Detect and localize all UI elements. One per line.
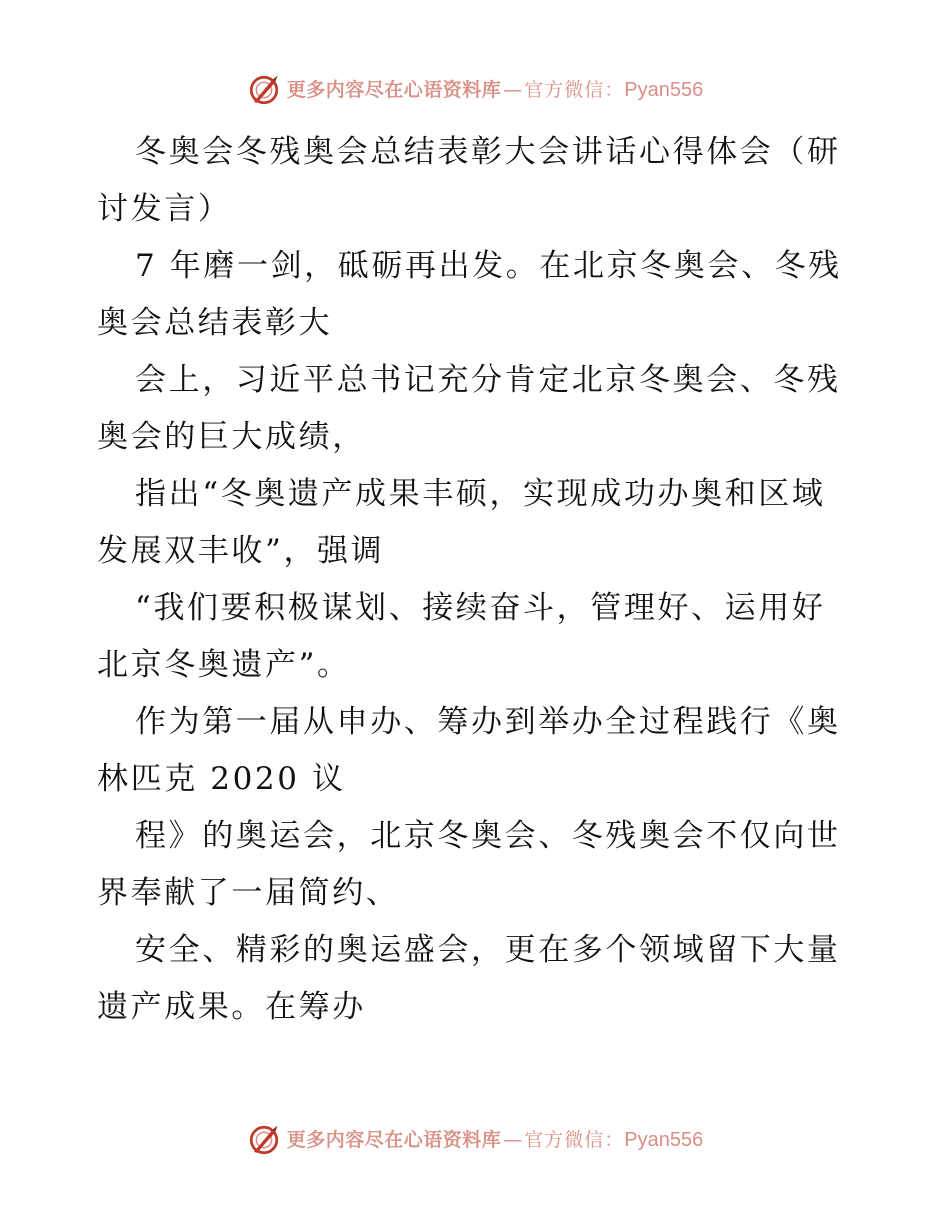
paragraph: 安全、精彩的奥运盛会，更在多个领域留下大量遗产成果。在筹办 — [97, 932, 841, 1025]
document-title: 冬奥会冬残奥会总结表彰大会讲话心得体会（研讨发言） — [97, 134, 841, 227]
watermark-text — [287, 80, 704, 100]
paragraph: 会上，习近平总书记充分肯定北京冬奥会、冬残奥会的巨大成绩， — [97, 362, 841, 455]
watermark-dash: — — [503, 1129, 523, 1151]
quill-circle-logo-icon — [247, 1123, 281, 1157]
quill-circle-logo-icon — [247, 73, 281, 107]
paragraph: 作为第一届从申办、筹办到举办全过程践行《奥林匹克 2020 议 — [97, 704, 841, 797]
paragraph: 7 年磨一剑，砥砺再出发。在北京冬奥会、冬残奥会总结表彰大 — [97, 248, 842, 341]
watermark-wechat-id: Pyan556 — [624, 1129, 704, 1151]
watermark-dash: — — [503, 79, 523, 101]
paragraph: 程》的奥运会，北京冬奥会、冬残奥会不仅向世界奉献了一届简约、 — [97, 818, 841, 911]
watermark-wechat-label: 官方微信： — [524, 79, 625, 101]
watermark-main-text: 更多内容尽在心语资料库 — [286, 1129, 502, 1151]
header-watermark-banner — [0, 72, 950, 108]
paragraph: 指出“冬奥遗产成果丰硕，实现成功办奥和区域发展双丰收”，强调 — [97, 476, 826, 569]
watermark-wechat-id: Pyan556 — [624, 79, 704, 101]
watermark-wechat-label: 官方微信： — [524, 1129, 625, 1151]
document-body — [97, 124, 855, 1036]
paragraph: “我们要积极谋划、接续奋斗，管理好、运用好北京冬奥遗产”。 — [97, 590, 826, 683]
footer-watermark-banner — [0, 1122, 950, 1158]
watermark-text — [287, 1130, 704, 1150]
watermark-main-text: 更多内容尽在心语资料库 — [286, 79, 502, 101]
